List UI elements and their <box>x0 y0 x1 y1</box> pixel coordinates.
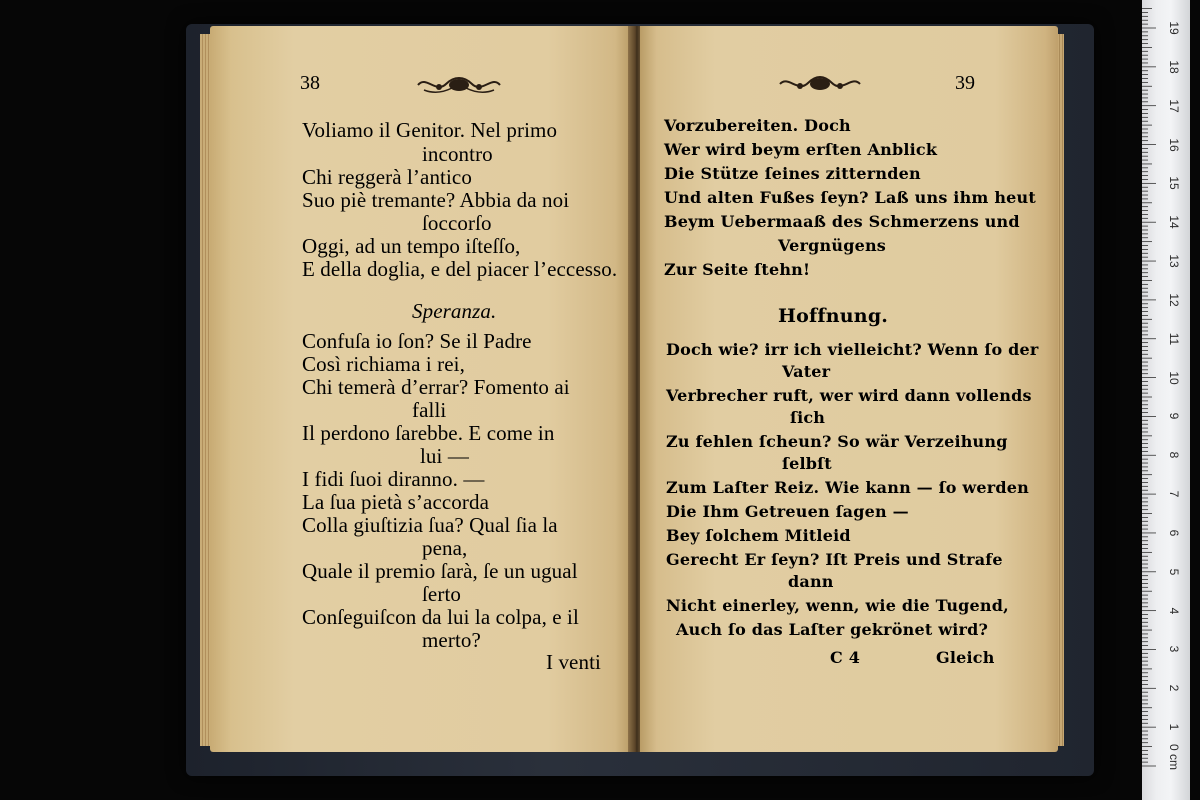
text-line: Chi reggerà l’antico <box>302 165 472 189</box>
text-line: Chi temerà d’errar? Fomento ai <box>302 375 570 399</box>
text-line: Il perdono ſarebbe. E come in <box>302 421 555 445</box>
text-line: Wer wird beym erſten Anblick <box>664 140 938 159</box>
ruler-label: 4 <box>1167 607 1181 614</box>
signature-mark: C 4 <box>830 648 861 667</box>
ruler-label: 13 <box>1167 254 1181 268</box>
text-line: ſoccorſo <box>422 211 492 235</box>
ruler-label: 10 <box>1167 370 1181 385</box>
printer-ornament-left-icon <box>414 72 504 98</box>
text-line: I fidi ſuoi diranno. — <box>302 467 485 491</box>
ruler-label: 19 <box>1167 21 1181 35</box>
text-line: pena, <box>422 536 468 560</box>
text-line: Gerecht Er ſeyn? Iſt Preis und Strafe <box>666 550 1003 569</box>
ruler-label: 7 <box>1167 490 1181 498</box>
text-line: ſerto <box>422 582 461 606</box>
ruler-label: 12 <box>1167 293 1181 307</box>
ruler-label: 2 <box>1167 684 1181 692</box>
ruler-label: 14 <box>1167 215 1181 229</box>
text-line: dann <box>788 572 834 591</box>
text-line: lui — <box>420 444 469 468</box>
ruler-label: 9 <box>1167 413 1181 420</box>
text-line: Oggi, ad un tempo iſteſſo, <box>302 234 521 258</box>
text-line: Doch wie? irr ich vielleicht? Wenn ſo der <box>666 340 1039 359</box>
ruler-label: 15 <box>1167 176 1181 191</box>
text-line: La ſua pietà s’accorda <box>302 490 490 514</box>
text-line: Voliamo il Genitor. Nel primo <box>302 118 558 142</box>
text-line: Quale il premio ſarà, ſe un ugual <box>302 559 578 583</box>
text-line: Suo piè tremante? Abbia da noi <box>302 188 570 212</box>
text-line: Vergnügens <box>778 236 887 255</box>
text-line: Auch ſo das Laſter gekrönet wird? <box>676 620 989 639</box>
text-line: falli <box>412 398 447 422</box>
text-line: Und alten Fußes ſeyn? Laß uns ihm heut <box>664 188 1036 207</box>
text-line: Zu fehlen ſcheun? So wär Verzeihung <box>666 432 1008 451</box>
text-line: merto? <box>422 628 481 652</box>
text-line: E della doglia, e del piacer l’eccesso. <box>302 257 618 281</box>
text-line: Vater <box>782 362 831 381</box>
ruler-label: 5 <box>1167 568 1181 576</box>
catchword: Gleich <box>936 648 995 667</box>
ruler-label: 16 <box>1167 137 1181 152</box>
ruler-label: 8 <box>1167 451 1181 459</box>
ruler-label: 17 <box>1167 98 1181 113</box>
text-line: ſelbſt <box>782 454 832 473</box>
text-line: Vorzubereiten. Doch <box>664 116 851 135</box>
section-heading: Speranza. <box>412 299 497 323</box>
ruler-label: 11 <box>1167 332 1181 345</box>
ruler-label: 18 <box>1167 60 1181 74</box>
ruler-label: 1 <box>1167 723 1181 731</box>
text-line: Verbrecher ruft, wer wird dann vollends <box>666 386 1032 405</box>
text-line: ſich <box>790 408 826 427</box>
text-line: Bey ſolchem Mitleid <box>666 526 851 545</box>
ruler-ticks <box>1142 0 1190 800</box>
text-line: Così richiama i rei, <box>302 352 465 376</box>
ruler-label: 0 cm <box>1167 743 1181 770</box>
text-line: Beym Uebermaaß des Schmerzens und <box>664 212 1020 231</box>
text-line: Die Ihm Getreuen ſagen — <box>666 502 909 521</box>
printer-ornament-right-icon <box>776 72 864 96</box>
text-line: Colla giuſtizia ſua? Qual ſia la <box>302 513 558 537</box>
text-line: Nicht einerley, wenn, wie die Tugend, <box>666 596 1009 615</box>
text-line: Zur Seite ſtehn! <box>664 260 811 279</box>
ruler-label: 6 <box>1167 529 1181 537</box>
left-page-number: 38 <box>300 72 320 94</box>
text-line: Die Stütze ſeines zitternden <box>664 164 921 183</box>
measuring-ruler <box>1142 0 1190 800</box>
right-page-number: 39 <box>955 72 975 94</box>
text-line: Confuſa io ſon? Se il Padre <box>302 329 532 353</box>
ruler-label: 3 <box>1167 646 1181 653</box>
text-line: incontro <box>422 142 493 166</box>
text-line: Conſeguiſcon da lui la colpa, e il <box>302 605 579 629</box>
text-line: Zum Laſter Reiz. Wie kann — ſo werden <box>666 478 1029 497</box>
section-heading: Hoffnung. <box>778 305 889 327</box>
catchword: I venti <box>546 650 601 674</box>
